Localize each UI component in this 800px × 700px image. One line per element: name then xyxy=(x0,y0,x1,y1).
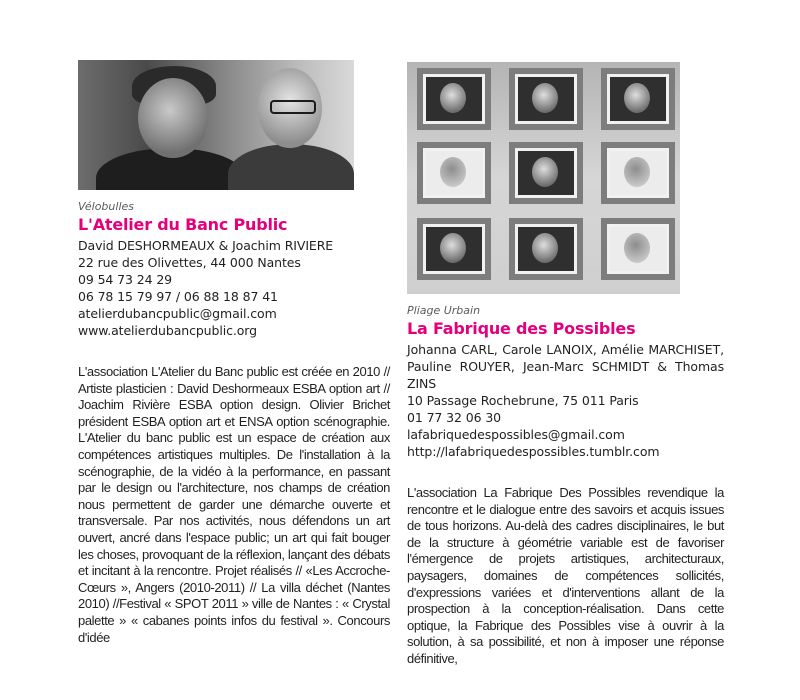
contact-email: atelierdubancpublic@gmail.com xyxy=(78,306,277,321)
contact-mobile: 06 78 15 79 97 / 06 88 18 87 41 xyxy=(78,289,278,304)
organization-title: La Fabrique des Possibles xyxy=(407,319,636,338)
contact-phone: 01 77 32 06 30 xyxy=(407,410,502,425)
contact-website: www.atelierdubancpublic.org xyxy=(78,323,257,338)
right-column xyxy=(407,62,724,668)
description-paragraph: L'association La Fabrique Des Possibles revendique la rencontre et le dialogue entre des savoirs et acquis issues de tous horizons. Au-delà des cadres disciplinaires, le but de la structure à géométrie variable est de favoriser l'émergence de projets artistiques, architecturaux, paysagers, domaines de compétences sollicités, d'expressions variées et d'interventions allant de la prospection à la conception-réalisation. Dans cette optique, la Fabrique des Possibles vise à ouvrir à la solution, à sa possibilité, et non à imposer une réponse définitive, xyxy=(407,485,724,666)
contact-names: David DESHORMEAUX & Joachim RIVIERE xyxy=(78,238,334,253)
left-column xyxy=(78,60,390,646)
folded-panels-photo xyxy=(407,62,680,294)
contact-email: lafabriquedespossibles@gmail.com xyxy=(407,427,625,442)
contact-address: 10 Passage Rochebrune, 75 011 Paris xyxy=(407,393,639,408)
contact-website: http://lafabriquedespossibles.tumblr.com xyxy=(407,444,660,459)
contact-address: 22 rue des Olivettes, 44 000 Nantes xyxy=(78,255,301,270)
project-caption: Pliage Urbain xyxy=(407,304,481,317)
project-caption: Vélobulles xyxy=(78,200,134,213)
description-paragraph: L'association L'Atelier du Banc public est créée en 2010 // Artiste plasticien : David Deshormeaux ESBA option art // Joachim Rivière ESBA option design. Olivier Brichet président ESBA option art et ENSA option scénographie. L'Atelier du banc public est un espace de création aux compétences artistiques multiples. De l'installation à la scénographie, de la vidéo à la performance, en passant par le design ou l'architecture, nos champs de création nous permettent de garder une démarche ouverte et transversale. Par nos activités, nous défendons un art ouvert, ancré dans l'espace public; un art qui fait bouger les choses, provoquant de la réflexion, lançant des débats et incitant à la rencontre. Projet réalisés // «Les Accroche-Cœurs », Angers (2010-2011) // La villa déchet (Nantes 2010) //Festival « SPOT 2011 » ville de Nantes : « Crystal palette » « cabanes points infos du festival ». Concours d'idée xyxy=(78,364,390,645)
artists-portrait-photo xyxy=(78,60,354,190)
contact-block xyxy=(78,237,390,339)
contact-phone: 09 54 73 24 29 xyxy=(78,272,173,287)
contact-block xyxy=(407,341,724,460)
organization-title: L'Atelier du Banc Public xyxy=(78,215,288,234)
contact-names: Johanna CARL, Carole LANOIX, Amélie MARCHISET, Pauline ROUYER, Jean-Marc SCHMIDT & Thomas ZINS xyxy=(407,342,724,391)
